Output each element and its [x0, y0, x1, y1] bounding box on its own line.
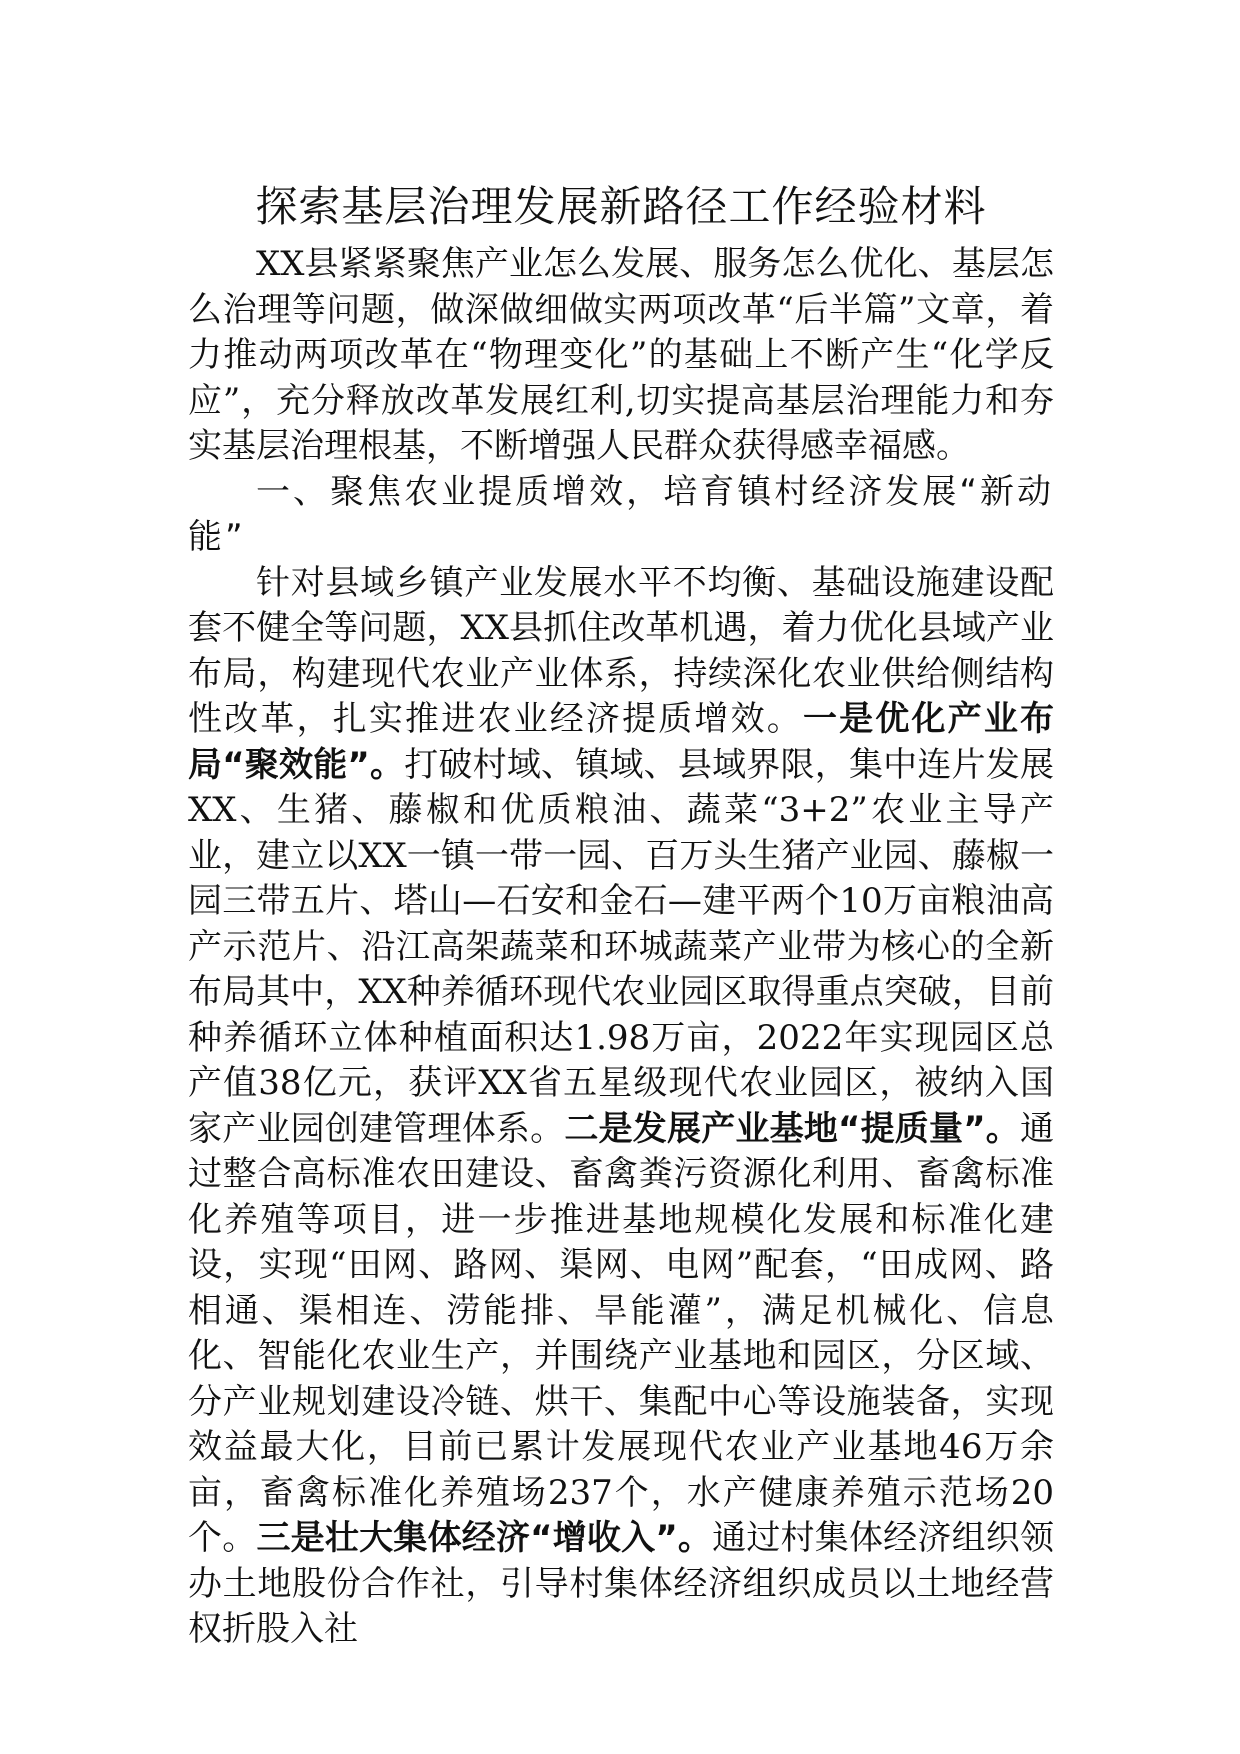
- body-text-2: 打破村域、镇域、县域界限，集中连片发展XX、生猪、藤椒和优质粮油、蔬菜“3+2”农业主导产业，建立以XX一镇一带一园、百万头生猪产业园、藤椒一园三带五片、塔山—石安和金石—建平两个10万亩粮油高产示范片、沿江高架蔬菜和环城蔬菜产业带为核心的全新布局其中，XX种养循环现代农业园区取得重点突破，目前种养循环立体种植面积达1.98万亩，2022年实现园区总产值38亿元，获评XX省五星级现代农业园区，被纳入国家产业园创建管理体系。: [188, 744, 1054, 1149]
- document-content: [188, 178, 1054, 1653]
- body-text-3: 通过整合高标准农田建设、畜禽粪污资源化利用、畜禽标准化养殖等项目，进一步推进基地规模化发展和标准化建设，实现“田网、路网、渠网、电网”配套，“田成网、路相通、渠相连、涝能排、旱能灌”，满足机械化、信息化、智能化农业生产，并围绕产业基地和园区，分区域、分产业规划建设冷链、烘干、集配中心等设施装备，实现效益最大化，目前已累计发展现代农业产业基地46万余亩，畜禽标准化养殖场237个，水产健康养殖示范场20个。: [188, 1108, 1055, 1558]
- document-title: 探索基层治理发展新路径工作经验材料: [255, 182, 987, 231]
- intro-paragraph: XX县紧紧聚焦产业怎么发展、服务怎么优化、基层怎么治理等问题，做深做细做实两项改革“后半篇”文章，着力推动两项改革在“物理变化”的基础上不断产生“化学反应”，充分释放改革发展红利,切实提高基层治理能力和夯实基层治理根基，不断增强人民群众获得感幸福感。: [188, 244, 1054, 466]
- body-paragraph: [188, 561, 1054, 1653]
- body-text-4: 通过村集体经济组织领办土地股份合作社，引导村集体经济组织成员以土地经营权折股入社: [188, 1518, 1055, 1649]
- bold-point-2: 二是发展产业基地“提质量”。: [564, 1108, 1021, 1149]
- bold-point-1: 一是优化产业布局“聚效能”。: [188, 699, 1055, 785]
- bold-point-3: 三是壮大集体经济“增收入”。: [256, 1518, 713, 1558]
- body-text-1: 针对县域乡镇产业发展水平不均衡、基础设施建设配套不健全等问题，XX县抓住改革机遇，着力优化县域产业布局，构建现代农业产业体系，持续深化农业供给侧结构性改革，扎实推进农业经济提质增效。: [188, 562, 1054, 739]
- section-heading-1: 一、聚焦农业提质增效，培育镇村经济发展“新动能”: [188, 471, 1054, 557]
